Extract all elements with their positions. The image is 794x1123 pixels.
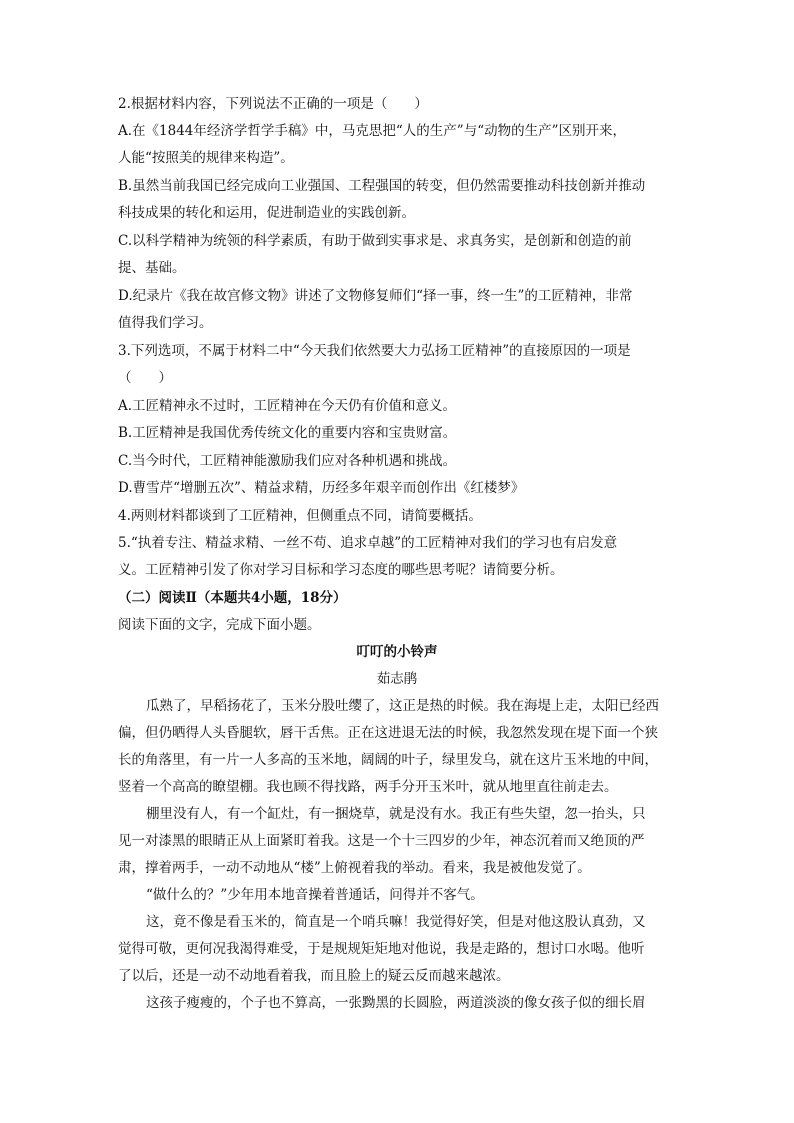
- article-line: 觉得可敬，更何况我渴得难受，于是规规矩矩地对他说，我是走路的，想讨口水喝。他听: [118, 941, 645, 957]
- q3-stem-line2: （ ）: [118, 370, 172, 386]
- q3-option-a: A.工匠精神永不过时，工匠精神在今天仍有价值和意义。: [118, 398, 457, 414]
- article-line: 瓜熟了，早稻扬花了，玉米分股吐缨了，这正是热的时候。我在海堤上走，太阳已经西: [146, 698, 659, 714]
- q2-option-d-line1: D.纪录片《我在故宫修文物》讲述了文物修复师们“择一事，终一生”的工匠精神，非常: [118, 288, 633, 304]
- q2-option-b-line1: B.虽然当前我国已经完成向工业强国、工程强国的转变，但仍然需要推动科技创新并推动: [118, 178, 646, 194]
- article-line: 了以后，还是一动不动地看着我，而且脸上的疑云反而越来越浓。: [118, 968, 510, 984]
- article-line: 这孩子瘦瘦的，个子也不算高，一张黝黑的长圆脸，两道淡淡的像女孩子似的细长眉: [146, 995, 646, 1011]
- q2-option-b-line2: 科技成果的转化和运用，促进制造业的实践创新。: [118, 205, 415, 221]
- section-heading: （二）阅读Ⅱ（本题共4小题，18分）: [118, 590, 347, 606]
- q2-option-d-line2: 值得我们学习。: [118, 315, 213, 331]
- q5-line1: 5.“执着专注、精益求精、一丝不苟、追求卓越”的工匠精神对我们的学习也有启发意: [118, 535, 618, 551]
- q5-line2: 义。工匠精神引发了你对学习目标和学习态度的哪些思考呢？请简要分析。: [118, 562, 564, 578]
- q4: 4.两则材料都谈到了工匠精神，但侧重点不同，请简要概括。: [118, 508, 482, 524]
- q2-option-a-line2: 人能“按照美的规律来构造”。: [118, 150, 294, 166]
- article-line: 肃，撑着两手，一动不动地从“楼”上俯视着我的举动。看来，我是被他发觉了。: [118, 860, 591, 876]
- q2-stem: 2.根据材料内容，下列说法不正确的一项是（ ）: [118, 96, 428, 112]
- q2-option-c-line1: C.以科学精神为统领的科学素质，有助于做到实事求是、求真务实，是创新和创造的前: [118, 233, 632, 249]
- article-line: “做什么的？”少年用本地音操着普通话，问得并不客气。: [146, 887, 484, 903]
- article-author: 茹志鹃: [376, 671, 418, 687]
- q3-option-b: B.工匠精神是我国优秀传统文化的重要内容和宝贵财富。: [118, 425, 457, 441]
- article-line: 偏，但仍晒得人头昏腿软，唇干舌焦。正在这进退无法的时候，我忽然发现在堤下面一个狭: [118, 725, 658, 741]
- article-line: 棚里没有人，有一个缸灶，有一捆烧草，就是没有水。我正有些失望，忽一抬头，只: [146, 806, 646, 822]
- q3-option-c: C.当今时代，工匠精神能激励我们应对各种机遇和挑战。: [118, 453, 457, 469]
- q3-option-d: D.曹雪芹“增删五次”、精益求精，历经多年艰辛而创作出《红楼梦》: [118, 480, 525, 496]
- article-line: 长的角落里，有一片一人多高的玉米地，阔阔的叶子，绿里发乌，就在这片玉米地的中间，: [118, 752, 658, 768]
- article-line: 这，竟不像是看玉米的，简直是一个哨兵嘛！我觉得好笑，但是对他这股认真劲，又: [146, 914, 646, 930]
- article-line: 竖着一个高高的瞭望棚。我也顾不得找路，两手分开玉米叶，就从地里直往前走去。: [118, 779, 618, 795]
- q3-stem-line1: 3.下列选项，不属于材料二中“今天我们依然要大力弘扬工匠精神”的直接原因的一项是: [118, 343, 631, 359]
- section-instruction: 阅读下面的文字，完成下面小题。: [118, 617, 321, 633]
- article-line: 见一对漆黑的眼睛正从上面紧盯着我。这是一个十三四岁的少年，神态沉着而又绝顶的严: [118, 833, 645, 849]
- q2-option-a-line1: A.在《1844年经济学哲学手稿》中，马克思把“人的生产”与“动物的生产”区别开来，: [118, 123, 627, 139]
- article-title: 叮叮的小铃声: [356, 644, 438, 660]
- q2-option-c-line2: 提、基础。: [118, 260, 186, 276]
